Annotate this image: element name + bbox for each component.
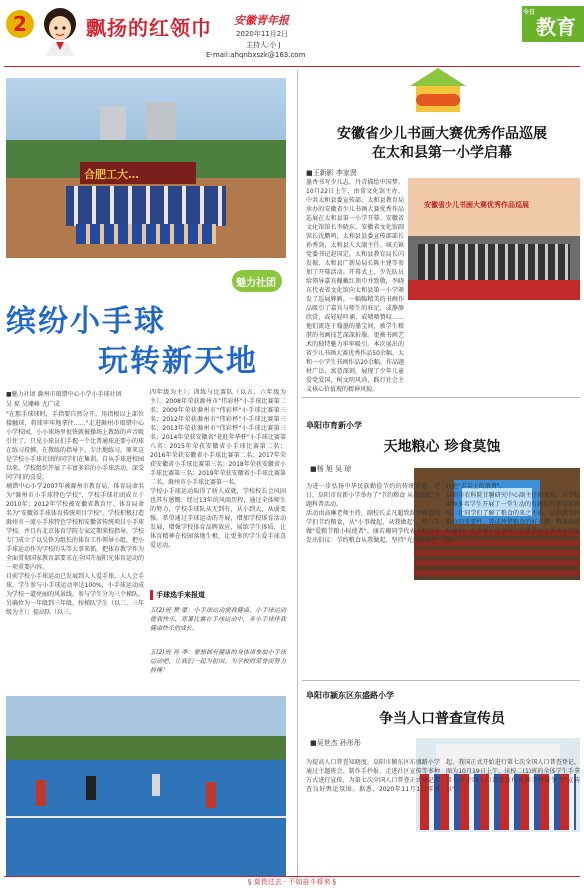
- page-number: 2: [13, 12, 27, 36]
- campus-spotlight-logo: [408, 68, 468, 116]
- article-byline: ■杨 旭 吴 琼: [310, 465, 352, 473]
- playing-court: [6, 760, 286, 876]
- cartoon-girl-illustration: [38, 6, 82, 58]
- corner-label: 教育: [536, 15, 576, 39]
- masthead: [0, 0, 584, 64]
- editor-email: E-mail:ahqnbxszk@163.com: [206, 51, 306, 59]
- editor-credit: 主持人:小 J: [246, 41, 281, 49]
- player: [206, 782, 216, 808]
- column-divider: [297, 70, 298, 878]
- article-body: 为提高人口普查知晓度，阜阳市颍东区东盛路小学通过主题班会、制作手抄报、走进社区宣传等多种方式进行宣传，为第七次全国人口普查正式登记普查良好舆论氛围。据悉，2020年11月1日零时起，我国正式开始进行第七次全国人口普查登记，图为10月19日上午，该校二(1)班的全体学生手拿第七次全国人口普查宣传页和手抄报争当"宣传员"。: [306, 759, 580, 793]
- article-food-saving: [300, 398, 584, 680]
- article-kicker: 魅力社团: [236, 278, 276, 289]
- article-kicker: 阜阳市颍东区东盛路小学: [306, 691, 394, 700]
- article-title-line1: 缤纷小手球: [6, 304, 166, 339]
- masthead-divider: [4, 66, 580, 67]
- article-census: [300, 682, 584, 874]
- article-body-col2: 四年级为主）；训练与比赛队（以五、六年级为主）。2008年荣获滁州市"伟彩杯"小手球比赛第二名；2009年荣获滁州市"伟彩杯"小手球比赛第三名；2012年荣获滁州市"伟彩杯"小手球比赛第三名；2013年荣获滁州市"伟彩杯"小手球比赛第三名；2014年荣获安徽省"花旺年华杯"小手球比赛第八名；2015年荣获安徽省小手球比赛第二名；2016年荣获安徽省小手球比赛第二名；2017年荣获安徽省小手球比赛第三名；2018年荣获安徽省小手球比赛第三名；2019年荣获安徽省小手球比赛第二名，滁州市小手球比赛第一名。 学校小手球运动取得了骄人成就，学校校长会风固也其有感慨；经过13年的风雨历程，通过全体师生的努力，学校手球队从无到有，从小到大，从弱变强。希望通过手球运动的开展，增加学校体育活动发展，增强学校体育品牌效应，展练学生体质，让体育精神在校园落地生根，让更多的学生爱手球喜爱运动。: [150, 389, 286, 549]
- corner-prefix: 今日: [523, 9, 536, 16]
- issue-date: 2020年11月2日: [236, 30, 289, 38]
- article-title-line1: 安徽省少儿书画大赛优秀作品巡展: [337, 126, 547, 142]
- students-front-row: [76, 224, 216, 244]
- handball-team-photo: [6, 78, 286, 258]
- guests-row: [418, 244, 570, 280]
- tree-line: [6, 736, 286, 760]
- article-title: 争当人口普查宣传员: [379, 711, 505, 727]
- paper-name: 安徽青年报: [234, 14, 289, 27]
- article-byline: ■魅力社团 滁州市琅错中心小学小手球社团: [6, 391, 122, 398]
- section-title: 飘扬的红领巾: [86, 16, 212, 40]
- article-body: 为进一步弘扬中华民族勤俭节约的传统美德，近日，阜阳市育新小学举办了"节约粮食 从我做起"主题科普活动。 活动由高琳老师主持，副校长孟凡超致辞并希望同学们节约粮食，从"小事做起，从我做起"，努力争做"爱粮节粮小标使者"。康若珊同学代表全校学生发出倡议：节约粮食从我做起，坚持"光盘行动"，杜绝"舌尖上的浪费"。 阜阳市农科院甘馨研究中心副主任初来所，为学校400多名学生开展了一堂生动的有趣的科普知识讲座，让同学们了解了粮食的来之不易，认识到节约粮食的重要性，养成珍惜粮食的好习惯，科普讲座结束后，在育新小学食堂门口还举行了签名承诺活动。: [306, 483, 580, 544]
- red-carpet: [408, 280, 580, 300]
- player: [152, 774, 160, 796]
- article-handball: [0, 68, 300, 878]
- article-byline: ■吴世杰 孙彤彤: [310, 739, 361, 747]
- article-body-col1: "在那手球球时，手指要自然分开，用指根以上部位接触球，将球牢牢地拿住……"走进滁州市琅错中心小学校园，小小球场里很快就被操场上教练的声音吸引住了。只见小球员们手握一个比普通球还要小的球在练习投掷，在教练的指导下，专注地练习。原来这是学校小手球社团的同学们在集训。自从手球进校园以来，学校组织开展了丰富多彩的小手球活动，深受同学们的喜爱。 璃错中心小学2007年被滁州市教育局、体育局命名为"滁州市小手球特色学校"，学校手球社团成立于2010年；2012年学校被安徽省教育厅、体育局命名为"安徽省手球体育传统项目学校"。学校积极打造滁州市一流小手球特色学校和安徽省传统项目小手球学校，并且有北京体育学院专家定期来校指导，学校专门成立了以吴铁为组长的体育工作领导小组，把小手球运动作为学校的头等大事来抓，把体育教学作为全面贯彻国家教育部要求在全国开展阳光体育运动的一项重要内容。 目前学校小手球运动已发展到人人爱手球，人人会手球。学生参与小手球运动率达100%，小手球运动成为学校一道亮丽的风景线。参与学生分为三个梯队，另确位为一年级到三年级，按梯队学生（以二、三年级为主）；提高队（以三、: [6, 411, 145, 616]
- quotes-subhead: 手球选手来报道: [156, 591, 205, 599]
- exhibition-banner-text: 安徽省少儿书画大赛优秀作品巡展: [424, 201, 529, 209]
- article-byline: ■王新影 李家贤: [306, 169, 357, 177]
- player: [86, 776, 96, 800]
- article-calligraphy: [300, 68, 584, 398]
- article-divider: [302, 680, 580, 681]
- article-title-line2: 在太和县第一小学启幕: [372, 145, 512, 161]
- exhibition-photo: [408, 178, 580, 300]
- students-group: [66, 186, 226, 226]
- handball-practice-photo: [6, 696, 286, 876]
- article-title: 天地粮心 珍食莫蚀: [383, 439, 501, 455]
- student-quote-1: 五(2)班 樊 豪：小手球运动使我健康，小手球运动使我快乐，寒暑比赛在手球运动中，多小手球伴我健康快乐的成长。: [150, 607, 286, 632]
- article-body-col1: 墨香书写少儿志，丹青描绘中国梦。10月22日上午，由省文化馆主办、中共太和县委宣传部、太和县教育局承办的安徽省少儿书画大赛优秀作品巡展在太和县第一小学开幕。安徽省文化馆馆长李晓东、安徽省文化馆副馆长沈鹏鸣，太和县县委宣传部部长孙秀剑，太和县人大副主任、城关镇党委书记赵国定，太和县教育局长闪发振，太和县广新局局长陈主建等参加了开幕活动。开幕式上，少先队员给领导嘉宾佩戴红领巾并致敬，李晓东代表省文化馆向太和县第一小学颁发了巡展牌匾。一幅幅精美的书画作品吸引了嘉宾与师生的驻足，或静静欣赏，或轻轻吟诵，或啧啧赞叹……他们流连于翰墨的墨宝间，被学生精湛的书画技艺深深折服。更被书画艺术的独特魅力牢牢吸引。本次展出的省少儿书画大赛优秀作品50余幅，太和一小学生书画作品20余幅。作品题材广泛，寓意深刻，展现了少年儿童爱党爱国，树文明风尚，践行社会主义核心价值观的精神风貌。: [306, 179, 404, 393]
- article-title-line2: 玩转新天地: [98, 344, 258, 379]
- subhead-bar: [150, 590, 153, 600]
- player: [36, 780, 46, 806]
- article-kicker: 阜阳市育新小学: [306, 421, 362, 430]
- banner-text: 合肥工大…: [84, 168, 139, 181]
- article-byline-names: 吴 琼 吴珊峰 尤广成: [6, 401, 60, 408]
- student-quote-2: 五(2)班 孙 季：要想拥有健康的身体请参加小手球运动吧，让我们一起为祖国，为学校的荣誉而努力拼搏！: [150, 649, 286, 674]
- footer-text: § 莫畏过去 · 不如奋斗将来 §: [247, 878, 337, 886]
